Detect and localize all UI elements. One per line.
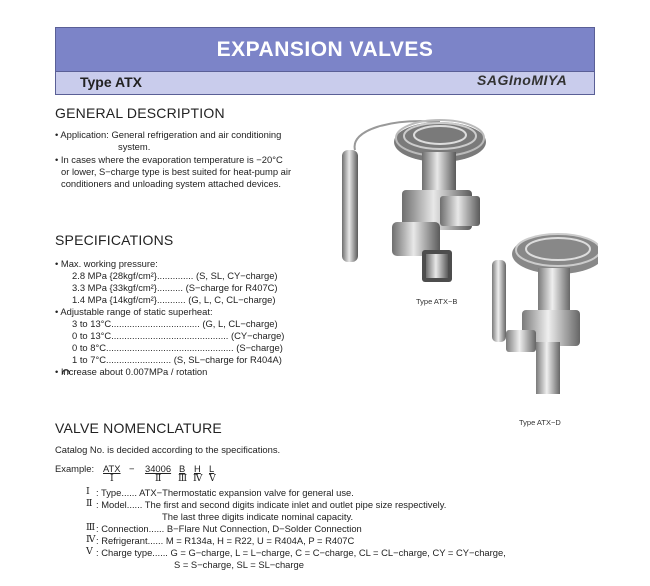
general-line-4: or lower, S−charge type is best suited for heat-pump air [61, 166, 292, 177]
caption-atx-b: Type ATX−B [416, 297, 458, 306]
example-charge-code: L [209, 463, 215, 474]
example-connection-code: B [179, 463, 186, 474]
type-label: Type ATX [80, 74, 142, 90]
nomenclature-intro: Catalog No. is decided according to the specifications. [55, 444, 281, 455]
general-line-3: • In cases where the evaporation temperature is −20°C [55, 154, 283, 165]
nomenclature-item-model-cont: The last three digits indicate nominal capacity. [162, 511, 354, 522]
example-numeral-4: Ⅳ [193, 473, 203, 484]
valve-atx-d-image [478, 230, 598, 410]
example-numeral-3: Ⅲ [178, 473, 188, 484]
nomenclature-numeral-4: Ⅳ [86, 534, 96, 545]
nomenclature-numeral-5: Ⅴ [86, 546, 93, 557]
spec-line-6: 3 to 13°C.................................. (G, L, CL−charge) [72, 318, 278, 329]
example-refrigerant-code: H [194, 463, 201, 474]
spec-line-2: 2.8 MPa {28kgf/cm²}.............. (S, SL, CY−charge) [72, 270, 278, 281]
spec-line-8: 0 to 8°C................................................. (S−charge) [72, 342, 283, 353]
nomenclature-item-connection: : Connection...... B−Flare Nut Connection, D−Solder Connection [96, 523, 362, 534]
spec-line-7: 0 to 13°C............................................. (CY−charge) [72, 330, 285, 341]
example-numeral-1: Ⅰ [110, 473, 114, 484]
nomenclature-numeral-2: Ⅱ [86, 498, 93, 509]
nomenclature-numeral-1: Ⅰ [86, 486, 90, 497]
brand-logo: SAGInoMIYA [477, 72, 568, 88]
valve-atx-b-image [330, 110, 500, 295]
nomenclature-heading: VALVE NOMENCLATURE [55, 420, 222, 436]
general-line-1: • Application: General refrigeration and air conditioning [55, 129, 282, 140]
nomenclature-item-type: : Type...... ATX−Thermostatic expansion valve for general use. [96, 487, 354, 498]
example-dash: − [129, 463, 135, 474]
nomenclature-item-charge-cont: S = S−charge, SL = SL−charge [174, 559, 304, 570]
caption-atx-d: Type ATX−D [519, 418, 561, 427]
nomenclature-item-charge: : Charge type...... G = G−charge, L = L−charge, C = C−charge, CL = CL−charge, CY = CY−charge, [96, 547, 506, 558]
general-line-2: system. [118, 141, 151, 152]
specifications-heading: SPECIFICATIONS [55, 232, 174, 248]
example-numeral-2: Ⅱ [155, 473, 162, 484]
example-numeral-5: Ⅴ [209, 473, 216, 484]
general-heading: GENERAL DESCRIPTION [55, 105, 225, 121]
example-type-code: ATX [103, 463, 121, 474]
spec-line-1: • Max. working pressure: [55, 258, 158, 269]
spec-line-4: 1.4 MPa {14kgf/cm²}........... (G, L, C, CL−charge) [72, 294, 276, 305]
example-label: Example: [55, 463, 95, 474]
rotation-icon [61, 367, 71, 377]
nomenclature-item-model: : Model...... The first and second digits indicate inlet and outlet pipe size respectively. [96, 499, 447, 510]
general-line-5: conditioners and unloading system attached devices. [61, 178, 281, 189]
nomenclature-numeral-3: Ⅲ [86, 522, 96, 533]
example-model-code: 34006 [145, 463, 172, 474]
page-title: EXPANSION VALVES [216, 38, 434, 61]
spec-line-10: • Increase about 0.007MPa / rotation [55, 366, 208, 377]
spec-line-3: 3.3 MPa {33kgf/cm²}.......... (S−charge for R407C) [72, 282, 278, 293]
spec-line-5: • Adjustable range of static superheat: [55, 306, 213, 317]
spec-line-9: 1 to 7°C......................... (S, SL−charge for R404A) [72, 354, 282, 365]
nomenclature-item-refrigerant: : Refrigerant...... M = R134a, H = R22, U = R404A, P = R407C [96, 535, 355, 546]
